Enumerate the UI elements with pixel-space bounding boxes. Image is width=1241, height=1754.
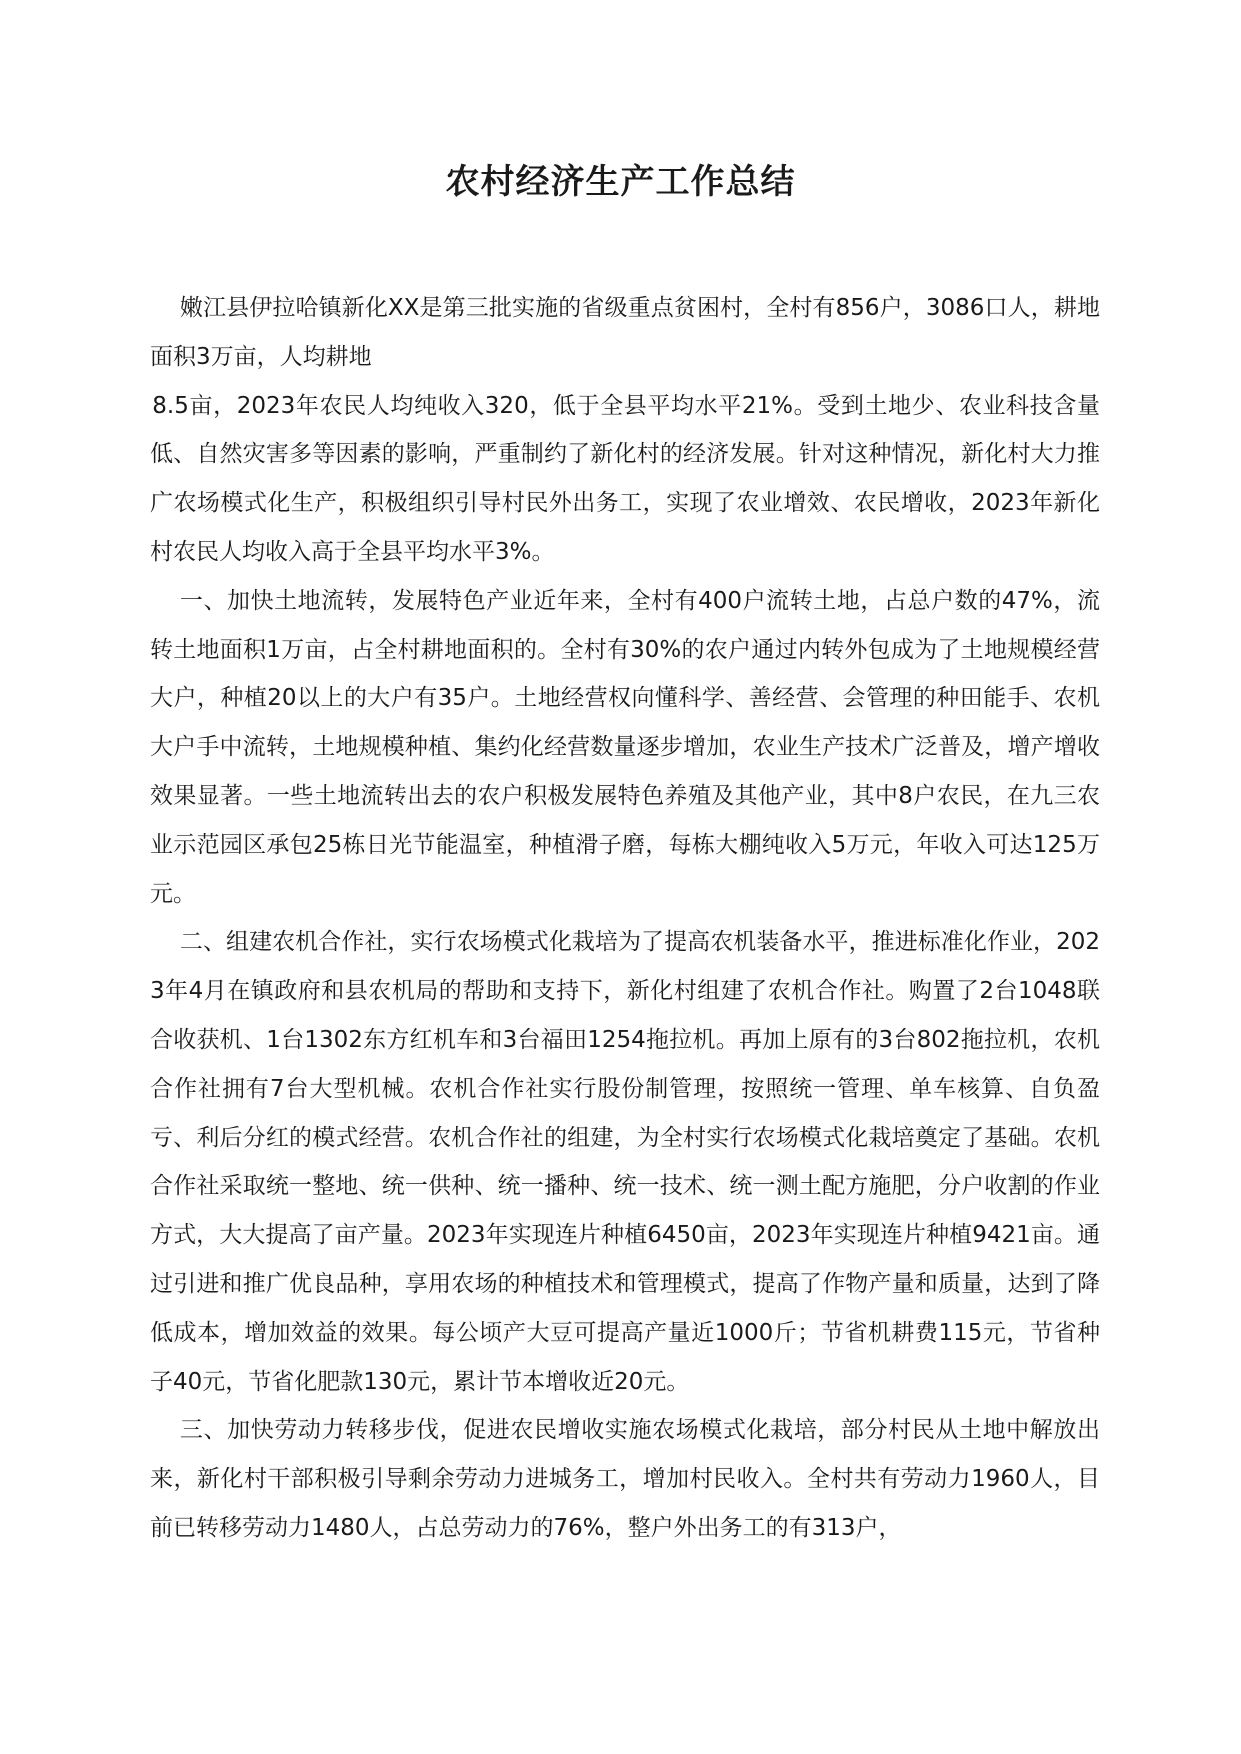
paragraph-section-1: 一、加快土地流转，发展特色产业近年来，全村有400户流转土地，占总户数的47%，流转土地面积1万亩，占全村耕地面积的。全村有30%的农户通过内转外包成为了土地规模经营大户，种植20以上的大户有35户。土地经营权向懂科学、善经营、会管理的种田能手、农机大户手中流转，土地规模种植、集约化经营数量逐步增加，农业生产技术广泛普及，增产增收效果显著。一些土地流转出去的农户积极发展特色养殖及其他产业，其中8户农民，在九三农业示范园区承包25栋日光节能温室，种植滑子磨，每栋大棚纯收入5万元，年收入可达125万元。 — [150, 587, 1100, 907]
paragraph-intro: 嫩江县伊拉哈镇新化XX是第三批实施的省级重点贫困村，全村有856户，3086口人，耕地面积3万亩，人均耕地 — [150, 295, 1100, 370]
document-title: 农村经济生产工作总结 — [445, 162, 796, 202]
paragraph-section-2: 二、组建农机合作社，实行农场模式化栽培为了提高农机装备水平，推进标准化作业，2023年4月在镇政府和县农机局的帮助和支持下，新化村组建了农机合作社。购置了2台1048联合收获机、1台1302东方红机车和3台福田1254拖拉机。再加上原有的3台802拖拉机，农机合作社拥有7台大型机械。农机合作社实行股份制管理，按照统一管理、单车核算、自负盈亏、利后分红的模式经营。农机合作社的组建，为全村实行农场模式化栽培奠定了基础。农机合作社采取统一整地、统一供种、统一播种、统一技术、统一测土配方施肥，分户收割的作业方式，大大提高了亩产量。2023年实现连片种植6450亩，2023年实现连片种植9421亩。通过引进和推广优良品种，享用农场的种植技术和管理模式，提高了作物产量和质量，达到了降低成本，增加效益的效果。每公顷产大豆可提高产量近1000斤；节省机耕费115元，节省种子40元，节省化肥款130元，累计节本增收近20元。 — [150, 929, 1100, 1395]
paragraph-section-3: 三、加快劳动力转移步伐，促进农民增收实施农场模式化栽培，部分村民从土地中解放出来，新化村干部积极引导剩余劳动力进城务工，增加村民收入。全村共有劳动力1960人，目前已转移劳动力1480人，占总劳动力的76%，整户外出务工的有313户， — [150, 1417, 1100, 1541]
paragraph-intro-continued: 8.5亩，2023年农民人均纯收入320，低于全县平均水平21%。受到土地少、农业科技含量低、自然灾害多等因素的影响，严重制约了新化村的经济发展。针对这种情况，新化村大力推广农场模式化生产，积极组织引导村民外出务工，实现了农业增效、农民增收，2023年新化村农民人均收入高于全县平均水平3%。 — [150, 392, 1100, 565]
document-body — [150, 284, 1100, 1553]
